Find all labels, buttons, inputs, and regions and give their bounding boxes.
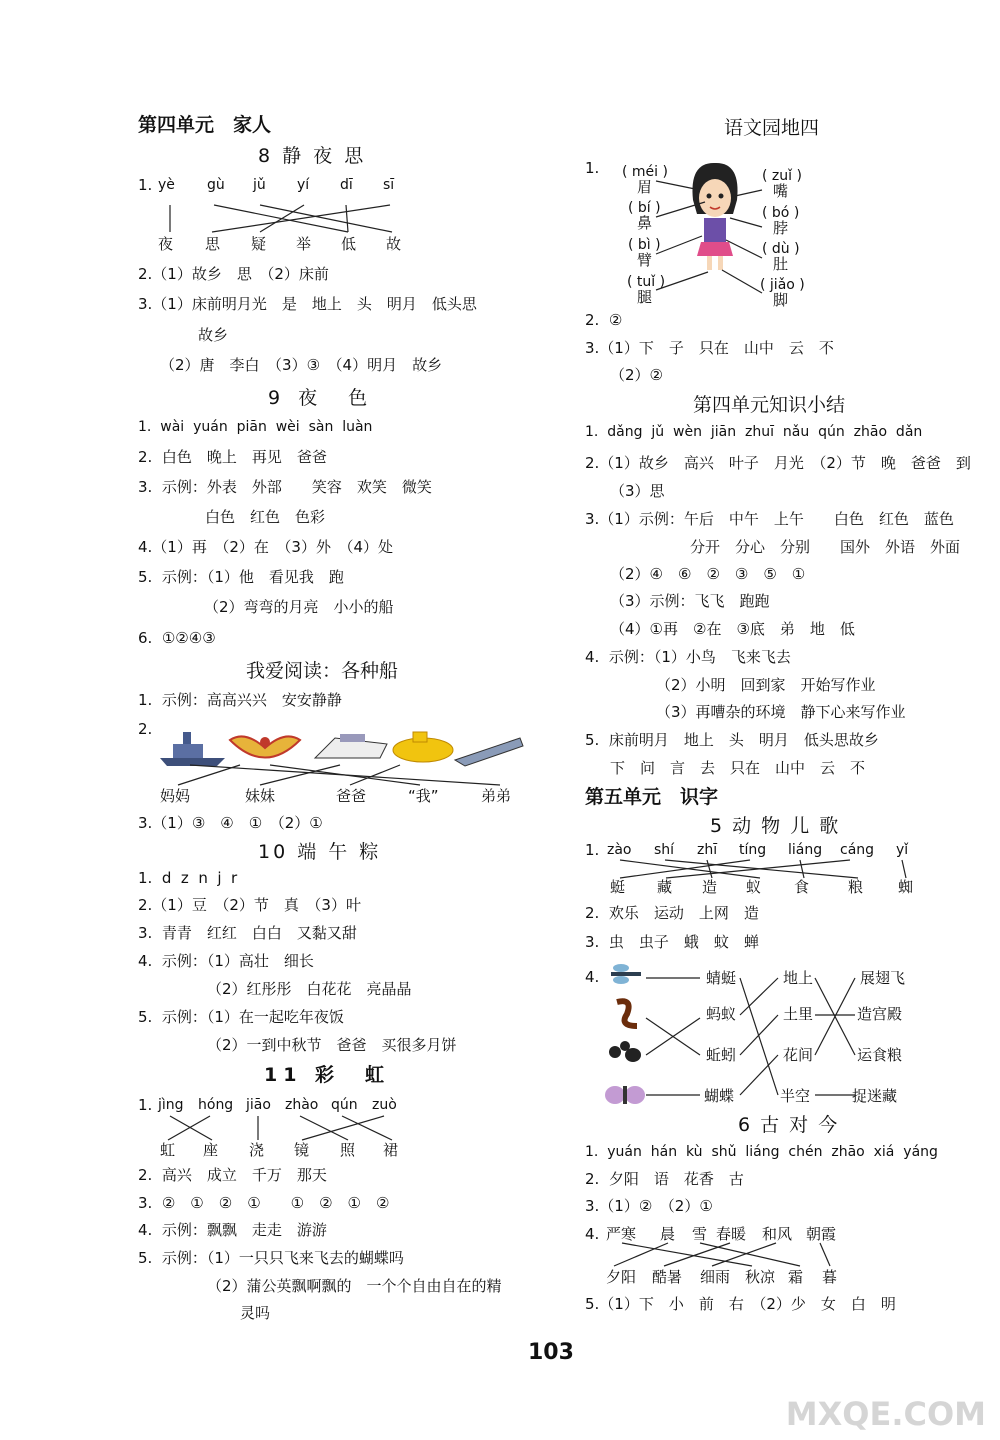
l9-q4: 4.（1）再 （2）在 （3）外 （4）处	[138, 538, 393, 556]
l6-q1: 1. yuán hán kù shǔ liáng chén zhāo xiá yáng	[585, 1144, 938, 1160]
l11-ch-0: 虹	[160, 1141, 176, 1159]
l11-py-2: jiāo	[246, 1097, 271, 1113]
u5-q2: 2. 欢乐 运动 上网 造	[585, 904, 759, 922]
face-py-r0: ( zuǐ )	[762, 168, 802, 184]
u5-c3-2: 运食粮	[857, 1046, 903, 1064]
l6-bot-5: 暮	[822, 1268, 838, 1286]
l11-q5c: 灵吗	[240, 1304, 271, 1322]
face-py-r3: ( jiǎo )	[760, 277, 805, 293]
u5-c2-3: 半空	[780, 1087, 811, 1105]
lesson-11-title: 11 彩 虹	[264, 1064, 391, 1086]
summary-q3e: （4）①再 ②在 ③底 弟 地 低	[610, 620, 855, 638]
l8-py-5: sī	[383, 177, 395, 193]
l6-q5: 5.（1）下 小 前 右 （2）少 女 白 明	[585, 1295, 896, 1313]
l11-py-5: zuò	[372, 1097, 397, 1113]
lesson-9-title: 9 夜 色	[268, 387, 374, 409]
face-py-l3: ( tuǐ )	[627, 274, 666, 290]
summary-q5b: 下 问 言 去 只在 山中 云 不	[610, 759, 866, 777]
summary-q4b: （2）小明 回到家 开始写作业	[656, 676, 876, 694]
garden-q2: 2. ②	[585, 311, 623, 329]
l11-ch-5: 裙	[383, 1141, 399, 1159]
l8-py-1: gù	[207, 177, 225, 193]
watermark: MXQE.COM	[785, 1395, 986, 1433]
face-py-l0: ( méi )	[622, 164, 668, 180]
u5-ch-4: 食	[794, 878, 810, 896]
l10-q1: 1. d z n j r	[138, 869, 238, 887]
summary-q2b: （3）思	[610, 482, 665, 500]
u5-c2-0: 地上	[783, 969, 814, 987]
l10-q5a: 5. 示例：（1）在一起吃年夜饭	[138, 1008, 344, 1026]
l11-q5b: （2）蒲公英飘啊飘的 一个个自由自在的精	[207, 1277, 502, 1295]
l8-ch-4: 低	[341, 235, 357, 253]
u5-c1-2: 蚯蚓	[706, 1046, 737, 1064]
u5-q1-num: 1.	[585, 841, 600, 859]
l10-q5b: （2）一到中秋节 爸爸 买很多月饼	[207, 1036, 457, 1054]
l11-q2: 2. 高兴 成立 千万 那天	[138, 1166, 327, 1184]
read-q2-num: 2.	[138, 720, 153, 738]
u5-py-1: shí	[654, 842, 675, 858]
face-py-l1: ( bí )	[628, 200, 661, 216]
l11-q3: 3. ② ① ② ① ① ② ① ②	[138, 1194, 390, 1212]
u5-c3-3: 捉迷藏	[852, 1087, 898, 1105]
face-ch-r3: 脚	[773, 291, 789, 309]
l9-q3a: 3. 示例：外表 外部 笑容 欢笑 微笑	[138, 478, 432, 496]
l11-py-3: zhào	[285, 1097, 319, 1113]
l6-bot-2: 细雨	[700, 1268, 731, 1286]
summary-q5a: 5. 床前明月 地上 头 明月 低头思故乡	[585, 731, 879, 749]
l9-q6: 6. ①②④③	[138, 629, 216, 647]
l6-top-2: 雪	[692, 1225, 708, 1243]
l6-top-3: 春暖	[716, 1225, 747, 1243]
face-py-r2: ( dù )	[762, 241, 800, 257]
summary-q3a: 3.（1）示例：午后 中午 上午 白色 红色 蓝色	[585, 510, 954, 528]
l8-q1-num: 1.	[138, 176, 153, 194]
summary-q4c: （3）再嘈杂的环境 静下心来写作业	[656, 703, 906, 721]
summary-title: 第四单元知识小结	[693, 394, 846, 416]
l9-q5a: 5. 示例：（1）他 看见我 跑	[138, 568, 344, 586]
l8-py-2: jǔ	[253, 177, 266, 193]
l11-py-0: jìng	[158, 1097, 184, 1113]
l6-top-0: 严寒	[606, 1225, 637, 1243]
garden-title: 语文园地四	[724, 117, 820, 139]
read-label-0: 妈妈	[160, 787, 191, 805]
l11-ch-2: 浇	[249, 1141, 265, 1159]
unit5-title: 第五单元 识字	[585, 786, 719, 808]
u5-c1-1: 蚂蚁	[706, 1005, 737, 1023]
u5-ch-2: 造	[702, 878, 718, 896]
l6-q3: 3.（1）② （2）①	[585, 1197, 713, 1215]
u5-c3-1: 造宫殿	[857, 1005, 903, 1023]
face-ch-r2: 肚	[773, 255, 789, 273]
summary-q2a: 2.（1）故乡 高兴 叶子 月光 （2）节 晚 爸爸 到	[585, 454, 971, 472]
l8-ch-3: 举	[296, 235, 312, 253]
summary-q3c: （2）④ ⑥ ② ③ ⑤ ①	[610, 565, 806, 583]
u5-c1-0: 蜻蜓	[706, 969, 737, 987]
u5-py-6: yǐ	[896, 842, 909, 858]
unit-title: 第四单元 家人	[138, 114, 272, 136]
l6-q2: 2. 夕阳 语 花香 古	[585, 1170, 744, 1188]
summary-q3b: 分开 分心 分别 国外 外语 外面	[690, 538, 961, 556]
l8-py-4: dī	[340, 177, 353, 193]
l8-ch-0: 夜	[158, 235, 174, 253]
garden-q3b: （2）②	[610, 366, 663, 384]
u5-ch-3: 蚁	[746, 878, 762, 896]
l8-q3b: 故乡	[198, 326, 229, 344]
l6-q4-num: 4.	[585, 1225, 600, 1243]
l8-q2: 2.（1）故乡 思 （2）床前	[138, 265, 329, 283]
l9-q3b: 白色 红色 色彩	[205, 508, 326, 526]
l10-q3: 3. 青青 红红 白白 又黏又甜	[138, 924, 357, 942]
l11-ch-3: 镜	[294, 1141, 310, 1159]
u5-q3: 3. 虫 虫子 蛾 蚊 蝉	[585, 933, 759, 951]
summary-q3d: （3）示例：飞飞 跑跑	[610, 592, 770, 610]
read-label-3: “我”	[408, 787, 439, 805]
l8-ch-5: 故	[386, 235, 402, 253]
l9-q2: 2. 白色 晚上 再见 爸爸	[138, 448, 327, 466]
read-label-1: 妹妹	[245, 787, 276, 805]
u5-py-0: zào	[607, 842, 632, 858]
u5-c1-3: 蝴蝶	[704, 1087, 735, 1105]
read-label-2: 爸爸	[336, 787, 367, 805]
l8-ch-2: 疑	[251, 235, 267, 253]
l6-bot-0: 夕阳	[606, 1268, 637, 1286]
face-py-r1: ( bó )	[762, 205, 800, 221]
u5-py-2: zhī	[697, 842, 718, 858]
u5-c3-0: 展翅飞	[860, 969, 906, 987]
face-ch-l2: 臂	[637, 251, 653, 269]
summary-q1: 1. dǎng jǔ wèn jiān zhuī nǎu qún zhāo dǎn	[585, 424, 923, 440]
l11-q5a: 5. 示例：（1）一只只飞来飞去的蝴蝶吗	[138, 1249, 404, 1267]
u5-py-3: tíng	[739, 842, 767, 858]
u5-ch-5: 粮	[848, 878, 864, 896]
face-ch-l0: 眉	[637, 178, 653, 196]
l6-top-4: 和风	[762, 1225, 793, 1243]
u5-ch-0: 蜓	[610, 878, 626, 896]
lesson-5-title: 5 动 物 儿 歌	[710, 815, 841, 837]
u5-c2-1: 土里	[783, 1005, 814, 1023]
u5-q4-num: 4.	[585, 968, 600, 986]
u5-py-5: cáng	[840, 842, 875, 858]
face-ch-r1: 脖	[773, 219, 789, 237]
lesson-10-title: 10 端 午 粽	[258, 841, 382, 863]
l9-q5b: （2）弯弯的月亮 小小的船	[204, 598, 394, 616]
l8-py-0: yè	[158, 177, 175, 193]
l8-q3a: 3.（1）床前明月光 是 地上 头 明月 低头思	[138, 295, 477, 313]
l11-q1-num: 1.	[138, 1096, 153, 1114]
l9-q1: 1. wài yuán piān wèi sàn luàn	[138, 419, 373, 435]
l6-bot-1: 酷暑	[652, 1268, 683, 1286]
l11-py-1: hóng	[198, 1097, 234, 1113]
u5-ch-6: 蜘	[898, 878, 914, 896]
l6-bot-4: 霜	[788, 1268, 804, 1286]
face-ch-l3: 腿	[637, 288, 653, 306]
l11-ch-1: 座	[203, 1141, 219, 1159]
face-ch-l1: 鼻	[637, 214, 653, 232]
l10-q4b: （2）红彤彤 白花花 亮晶晶	[207, 980, 412, 998]
read-q3: 3.（1）③ ④ ① （2）①	[138, 814, 323, 832]
l11-ch-4: 照	[340, 1141, 356, 1159]
u5-py-4: liáng	[788, 842, 823, 858]
l8-py-3: yí	[297, 177, 310, 193]
l8-q3c: （2）唐 李白 （3）③ （4）明月 故乡	[160, 356, 443, 374]
read-q1: 1. 示例：高高兴兴 安安静静	[138, 691, 342, 709]
garden-q3a: 3.（1）下 子 只在 山中 云 不	[585, 339, 834, 357]
summary-q4a: 4. 示例：（1）小鸟 飞来飞去	[585, 648, 791, 666]
read-label-4: 弟弟	[481, 787, 512, 805]
garden-q1-num: 1.	[585, 159, 600, 177]
l11-q4: 4. 示例：飘飘 走走 游游	[138, 1221, 327, 1239]
page-number: 103	[528, 1340, 574, 1365]
face-py-l2: ( bì )	[628, 237, 661, 253]
l6-bot-3: 秋凉	[745, 1268, 776, 1286]
u5-c2-2: 花间	[783, 1046, 814, 1064]
lesson-8-title: 8 静 夜 思	[258, 145, 367, 167]
l10-q4a: 4. 示例：（1）高壮 细长	[138, 952, 314, 970]
lesson-6-title: 6 古 对 今	[738, 1114, 840, 1136]
u5-ch-1: 藏	[657, 878, 673, 896]
l11-py-4: qún	[331, 1097, 358, 1113]
l6-top-1: 晨	[660, 1225, 676, 1243]
face-ch-r0: 嘴	[773, 182, 789, 200]
l6-top-5: 朝霞	[806, 1225, 837, 1243]
l10-q2: 2.（1）豆 （2）节 真 （3）叶	[138, 896, 361, 914]
l8-ch-1: 思	[205, 235, 221, 253]
reading-title: 我爱阅读：各种船	[246, 660, 399, 682]
